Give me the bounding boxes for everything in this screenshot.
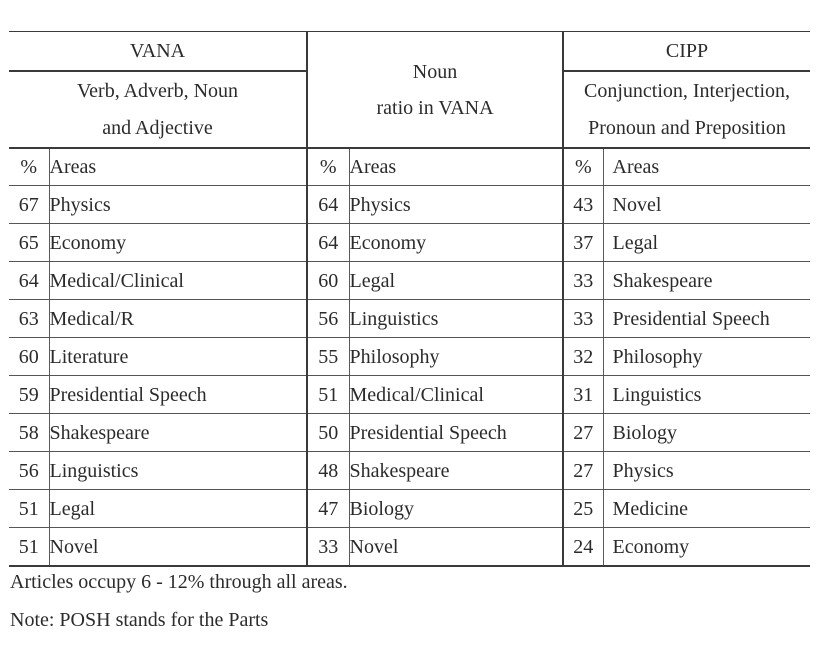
percent-cell: 50 [307,414,349,452]
vana-desc-line-1: Verb, Adverb, Noun [76,79,239,102]
area-cell: Linguistics [49,452,307,490]
area-cell: Legal [603,224,810,262]
areas-header: Areas [603,148,810,186]
table-row [9,186,810,224]
percent-cell: 60 [307,262,349,300]
percent-cell: 56 [9,452,49,490]
area-cell: Economy [49,224,307,262]
table-row [9,338,810,376]
area-cell: Literature [49,338,307,376]
area-cell: Philosophy [603,338,810,376]
table-row [9,376,810,414]
area-cell: Shakespeare [349,452,563,490]
area-cell: Shakespeare [49,414,307,452]
percent-cell: 33 [563,300,603,338]
percent-cell: 33 [563,262,603,300]
percent-header: % [307,148,349,186]
area-cell: Philosophy [349,338,563,376]
group-title-cipp: CIPP [563,32,810,72]
noun-ratio-line-2: ratio in VANA [376,96,494,119]
area-cell: Physics [49,186,307,224]
percent-cell: 25 [563,490,603,528]
cipp-desc-line-2: Pronoun and Preposition [588,116,786,139]
percent-cell: 27 [563,414,603,452]
percent-cell: 63 [9,300,49,338]
area-cell: Biology [603,414,810,452]
table-row [9,452,810,490]
percent-cell: 48 [307,452,349,490]
area-cell: Economy [349,224,563,262]
percent-cell: 51 [9,490,49,528]
percent-cell: 65 [9,224,49,262]
percent-cell: 64 [307,186,349,224]
area-cell: Medical/Clinical [349,376,563,414]
area-cell: Novel [349,528,563,567]
area-cell: Shakespeare [603,262,810,300]
group-title-vana: VANA [9,32,307,72]
percent-cell: 60 [9,338,49,376]
table-row [9,224,810,262]
percent-cell: 32 [563,338,603,376]
area-cell: Medical/R [49,300,307,338]
group-description-vana [9,71,307,148]
percent-header: % [563,148,603,186]
percent-cell: 67 [9,186,49,224]
table-row [9,414,810,452]
table-row [9,300,810,338]
percent-cell: 58 [9,414,49,452]
percent-cell: 56 [307,300,349,338]
area-cell: Presidential Speech [49,376,307,414]
percent-cell: 64 [307,224,349,262]
table-row [9,528,810,567]
area-cell: Medical/Clinical [49,262,307,300]
area-cell: Physics [349,186,563,224]
table-row [9,262,810,300]
percent-cell: 59 [9,376,49,414]
area-cell: Economy [603,528,810,567]
areas-header: Areas [49,148,307,186]
area-cell: Biology [349,490,563,528]
group-header-noun-ratio [307,32,563,149]
percent-cell: 55 [307,338,349,376]
column-header-row [9,148,810,186]
area-cell: Linguistics [349,300,563,338]
percent-cell: 33 [307,528,349,567]
cipp-desc-line-1: Conjunction, Interjection, [583,79,791,102]
group-description-cipp [563,71,810,148]
area-cell: Physics [603,452,810,490]
percent-cell: 64 [9,262,49,300]
area-cell: Presidential Speech [349,414,563,452]
percent-cell: 51 [9,528,49,567]
note-posh: Note: POSH stands for the Parts [10,609,269,631]
percent-cell: 31 [563,376,603,414]
percent-header: % [9,148,49,186]
table-row [9,490,810,528]
pos-ratio-table [9,31,810,567]
note-articles: Articles occupy 6 - 12% through all areas. [10,571,348,593]
area-cell: Linguistics [603,376,810,414]
areas-header: Areas [349,148,563,186]
area-cell: Legal [49,490,307,528]
percent-cell: 24 [563,528,603,567]
area-cell: Legal [349,262,563,300]
percent-cell: 37 [563,224,603,262]
area-cell: Presidential Speech [603,300,810,338]
area-cell: Novel [49,528,307,567]
percent-cell: 43 [563,186,603,224]
area-cell: Novel [603,186,810,224]
noun-ratio-line-1: Noun [412,60,458,83]
vana-desc-line-2: and Adjective [102,116,213,139]
percent-cell: 27 [563,452,603,490]
percent-cell: 47 [307,490,349,528]
area-cell: Medicine [603,490,810,528]
percent-cell: 51 [307,376,349,414]
